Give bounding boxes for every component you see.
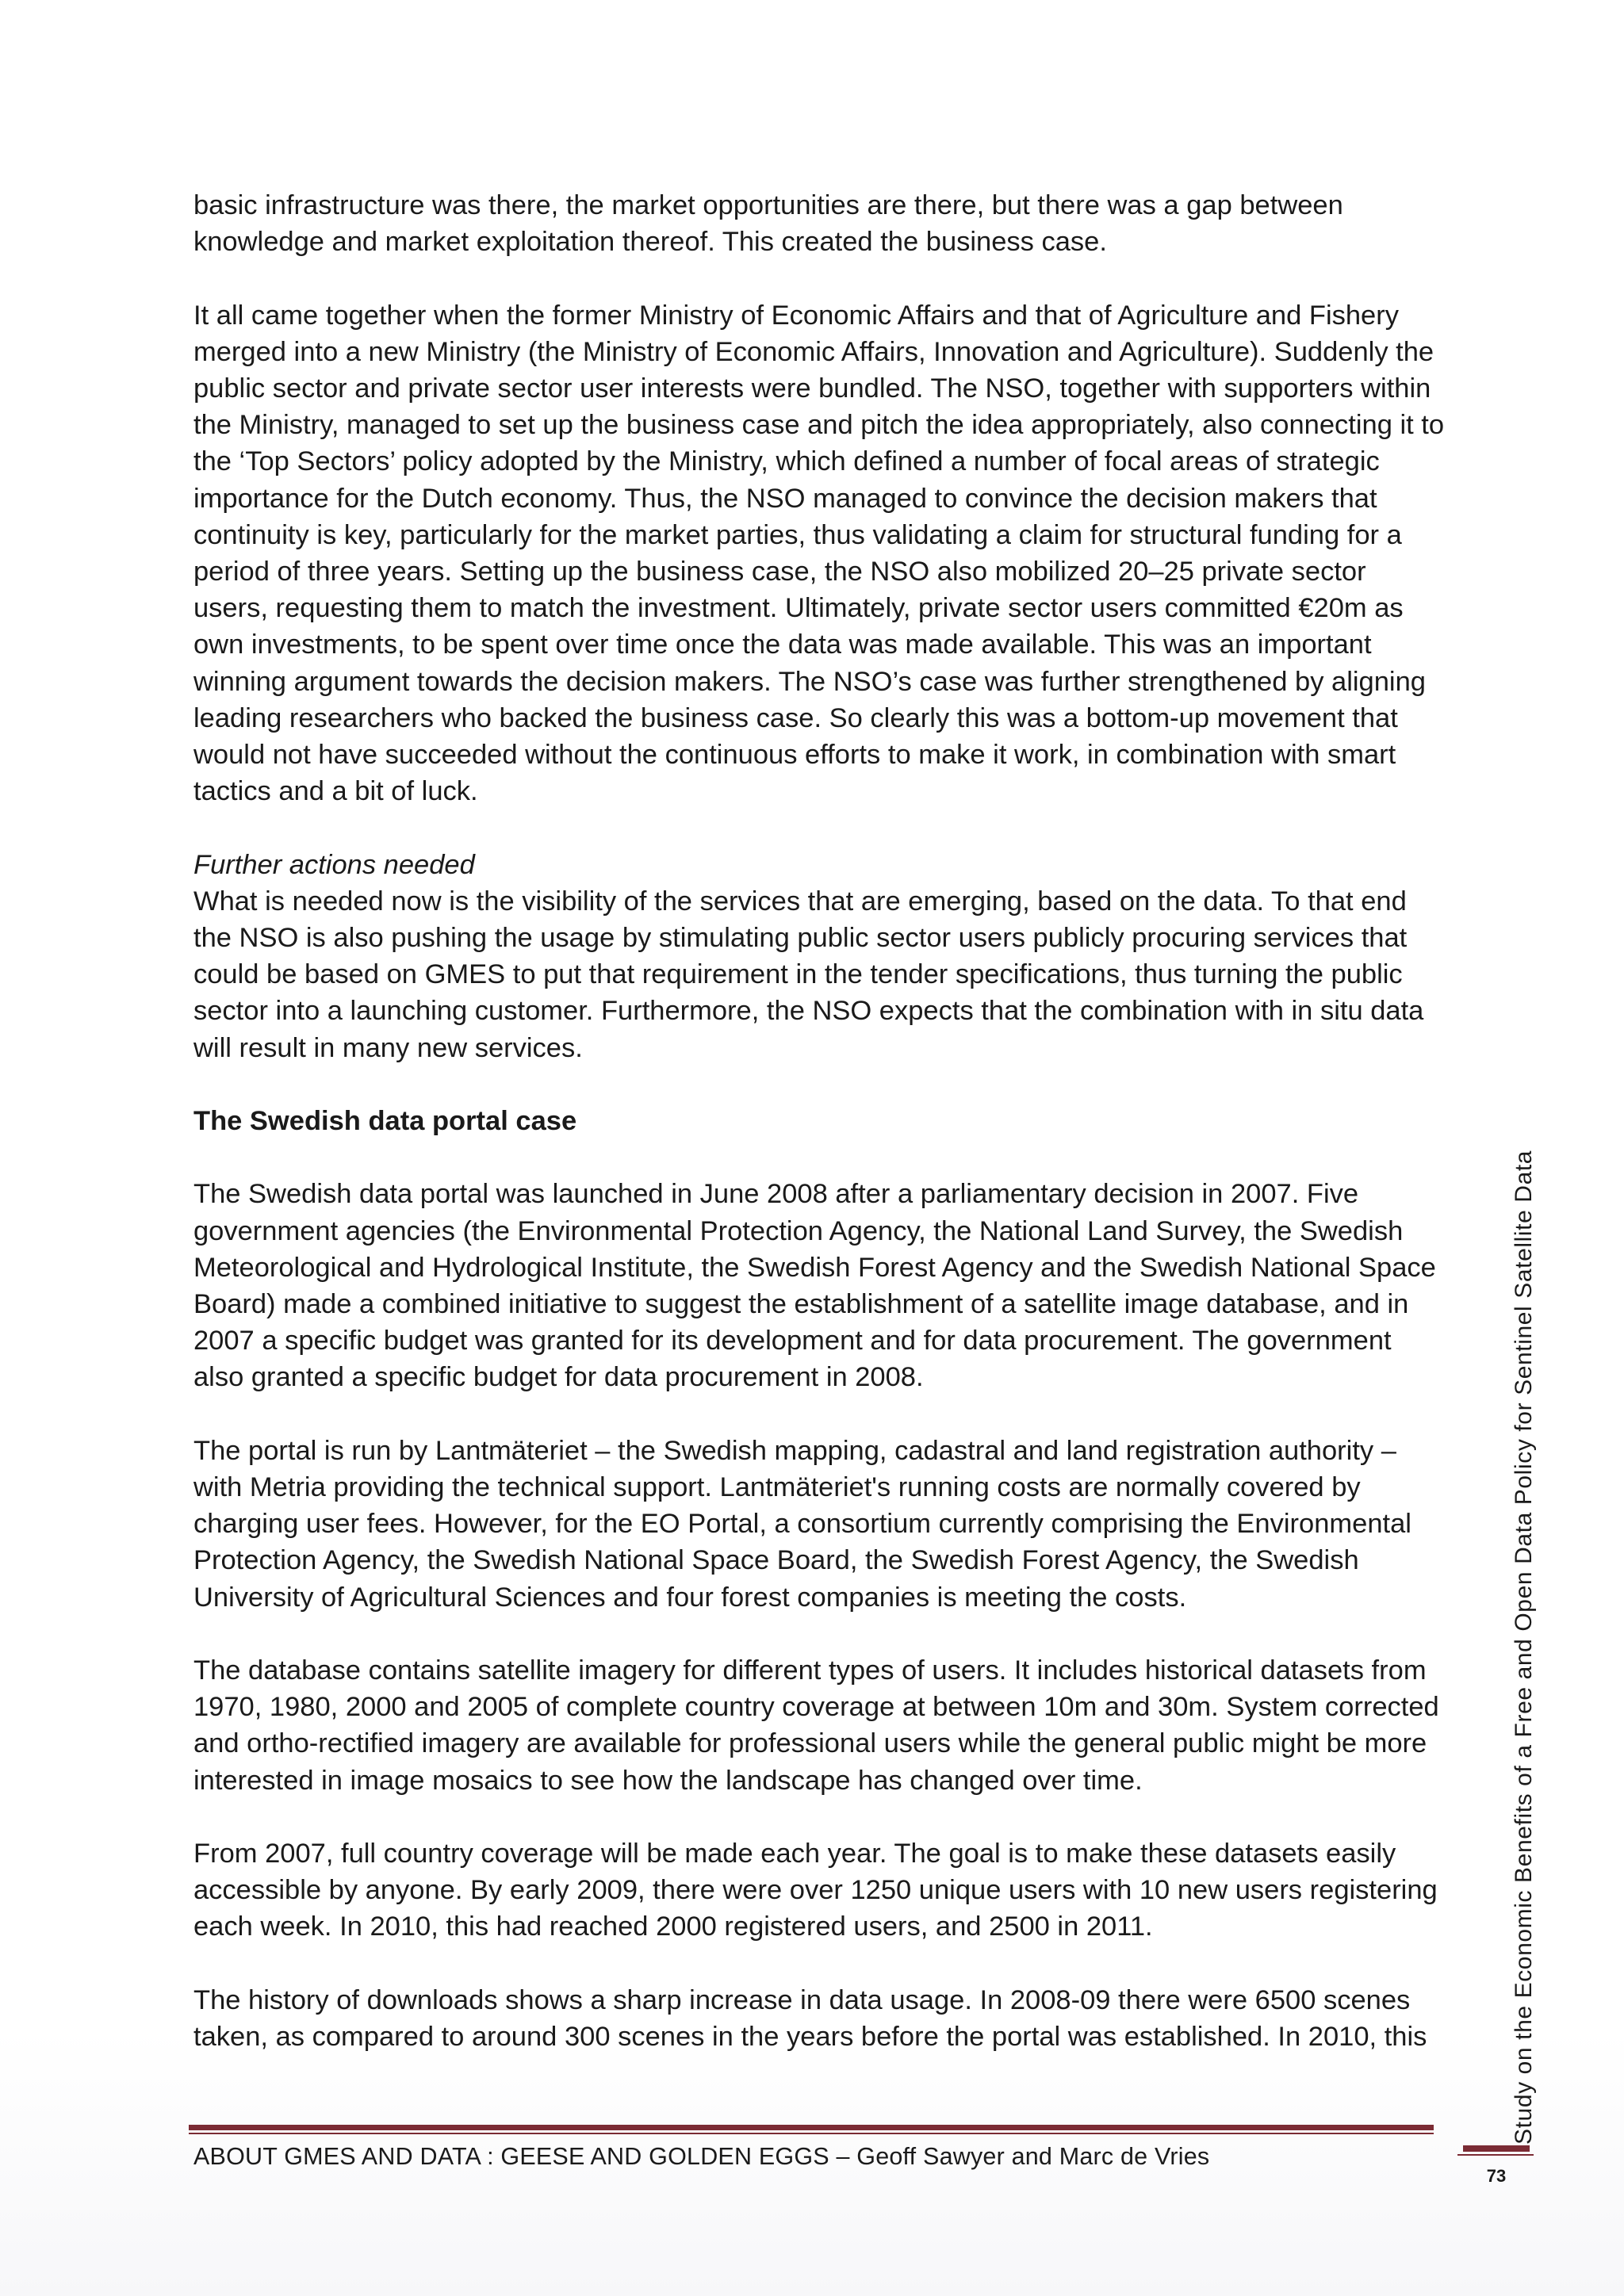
paragraph-database-contents: The database contains satellite imagery for different types of users. It includes historical datasets from 1970, 1980, 2000 and 2005 of complete country coverage at between 10m and 30m. System corrected and ortho-rectified imagery are available for professional users while the general public might be more interested in image mosaics to see how the landscape has changed over time. — [193, 1655, 1439, 1796]
paragraph-portal-operation: The portal is run by Lantmäteriet – the Swedish mapping, cadastral and land registration authority – with Metria providing the technical support. Lantmäteriet's running costs are normally covered by charging user fees. However, for the EO Portal, a consortium currently comprising the Environmental Protection Agency, the Swedish National Space Board, the Swedish Forest Agency, the Swedish University of Agricultural Sciences and four forest companies is meeting the costs. — [193, 1435, 1411, 1613]
page-number-rule — [1463, 2145, 1530, 2152]
footer-rule — [189, 2125, 1434, 2130]
page-number-rule-thin — [1457, 2154, 1534, 2156]
paragraph-ministry-merger: It all came together when the former Ministry of Economic Affairs and that of Agriculture and Fishery merged into a new Ministry (the Ministry of Economic Affairs, Innovation and Agriculture). Suddenly the public sector and private sector user interests were bundled. The NSO, together with supporters within the Ministry, managed to set up the business case and pitch the idea appropriately, also connecting it to the ‘Top Sectors’ policy adopted by the Ministry, which defined a number of focal areas of strategic importance for the Dutch economy. Thus, the NSO managed to convince the decision makers that continuity is key, particularly for the market parties, thus validating a claim for structural funding for a period of three years. Setting up the business case, the NSO also mobilized 20–25 private sector users, requesting them to match the investment. Ultimately, private sector users committed €20m as own investments, to be spent over time once the data was made available. This was an important winning argument towards the decision makers. The NSO’s case was further strengthened by aligning leading researchers who backed the business case. So clearly this was a bottom-up movement that would not have succeeded without the continuous efforts to make it work, in combination with smart tactics and a bit of luck. — [193, 300, 1445, 807]
document-body — [193, 187, 1446, 2055]
paragraph-portal-launch: The Swedish data portal was launched in June 2008 after a parliamentary decision in 2007. Five government agencies (the Environmental Protection Agency, the National Land Survey, the Swedish Meteorological and Hydrological Institute, the Swedish Forest Agency and the Swedish National Space Board) made a combined initiative to suggest the establishment of a satellite image database, and in 2007 a specific budget was granted for its development and for data procurement. The government also granted a specific budget for data procurement in 2008. — [193, 1179, 1436, 1393]
paragraph-download-history: The history of downloads shows a sharp increase in data usage. In 2008-09 there were 6500 scenes taken, as compared to around 300 scenes in the years before the portal was established. In 2010, this — [193, 1984, 1427, 2053]
paragraph-further-actions: What is needed now is the visibility of the services that are emerging, based on the data. To that end the NSO is also pushing the usage by stimulating public sector users publicly procuring services that could be based on GMES to put that requirement in the tender specifications, thus turning the public sector into a launching customer. Furthermore, the NSO expects that the combination with in situ data will result in many new services. — [193, 886, 1424, 1063]
paragraph-infrastructure: basic infrastructure was there, the market opportunities are there, but there was a gap between knowledge and market exploitation thereof. This created the business case. — [193, 190, 1343, 258]
page-number: 73 — [1486, 2166, 1507, 2186]
vertical-document-title: Study on the Economic Benefits of a Free and Open Data Policy for Sentinel Satellite Data — [1511, 1150, 1537, 2145]
subheading-further-actions: Further actions needed — [193, 849, 475, 880]
paragraph-coverage-users: From 2007, full country coverage will be made each year. The goal is to make these datasets easily accessible by anyone. By early 2009, there were over 1250 unique users with 10 new users registering each week. In 2010, this had reached 2000 registered users, and 2500 in 2011. — [193, 1839, 1438, 1942]
footer-citation: ABOUT GMES AND DATA : GEESE AND GOLDEN EGGS – Geoff Sawyer and Marc de Vries — [193, 2143, 1210, 2170]
section-title-swedish-portal: The Swedish data portal case — [193, 1106, 577, 1137]
footer-rule-thin — [189, 2133, 1434, 2134]
